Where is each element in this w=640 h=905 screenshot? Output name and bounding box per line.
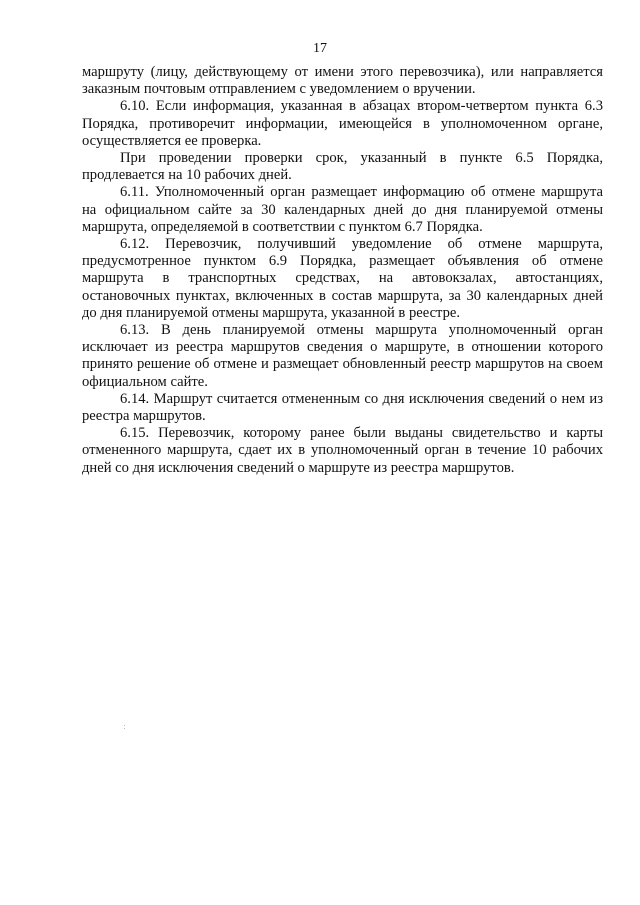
paragraph-6-13: 6.13. В день планируемой отмены маршрута уполномоченный орган исключает из реестра маршрутов сведения о маршруте, в отношении которого принято решение об отмене и размещает обновленный реестр маршрутов на своем официальном сайте.: [82, 322, 603, 390]
paragraph-6-11: 6.11. Уполномоченный орган размещает информацию об отмене маршрута на официальном сайте за 30 календарных дней до дня планируемой отмены маршрута, определяемой в соответствии с пунктом 6.7 Порядка.: [82, 184, 603, 235]
paragraph-6-10-extension: При проведении проверки срок, указанный в пункте 6.5 Порядка, продлевается на 10 рабочих дней.: [82, 150, 603, 184]
paragraph-6-14: 6.14. Маршрут считается отмененным со дня исключения сведений о нем из реестра маршрутов.: [82, 390, 603, 425]
document-body: [82, 64, 603, 477]
scan-speck: [124, 728, 125, 729]
paragraph-continuation: маршруту (лицу, действующему от имени этого перевозчика), или направляется заказным почтовым отправлением с уведомлением о вручении.: [82, 64, 603, 98]
page-number: 17: [313, 41, 327, 56]
paragraph-6-12: 6.12. Перевозчик, получивший уведомление об отмене маршрута, предусмотренное пунктом 6.9 Порядка, размещает объявления об отмене маршрута в транспортных средствах, на автовокзалах, автостанциях, остановочных пунктах, включенных в состав маршрута, за 30 календарных дней до дня планируемой отмены маршрута, указанной в реестре.: [82, 236, 603, 321]
scan-speck: [124, 725, 125, 726]
paragraph-6-10: 6.10. Если информация, указанная в абзацах втором-четвертом пункта 6.3 Порядка, противоречит информации, имеющейся в уполномоченном органе, осуществляется ее проверка.: [82, 98, 603, 149]
paragraph-6-15: 6.15. Перевозчик, которому ранее были выданы свидетельство и карты отмененного маршрута, сдает их в уполномоченный орган в течение 10 рабочих дней со дня исключения сведений о маршруте из реестра маршрутов.: [82, 425, 603, 476]
